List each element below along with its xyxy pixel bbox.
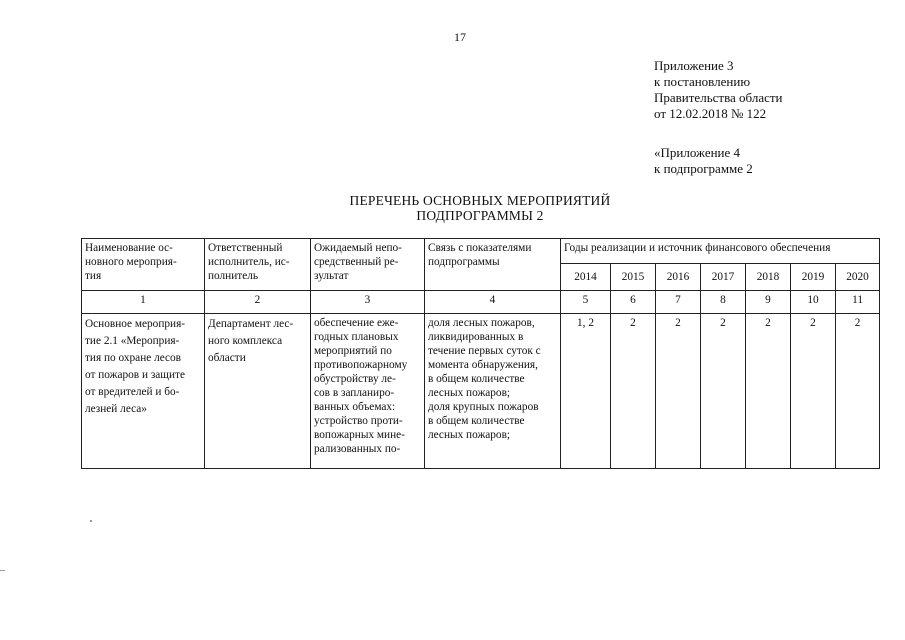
- column-number: 8: [701, 291, 746, 314]
- column-number: 3: [311, 291, 425, 314]
- year-2015: 2015: [611, 264, 656, 291]
- year-2017: 2017: [701, 264, 746, 291]
- row-name: Основное мероприя- тие 2.1 «Мероприя- тия по охране лесов от пожаров и защите от вредителей и бо- лезней леса»: [82, 314, 205, 469]
- appendix-line: к постановлению: [654, 74, 751, 89]
- header-indicators: Связь с показателями подпрограммы: [425, 239, 561, 291]
- header-years-group: Годы реализации и источник финансового обеспечения: [561, 239, 880, 264]
- row-executor: Департамент лес- ного комплекса области: [205, 314, 311, 469]
- appendix-line: Приложение 3: [654, 58, 734, 73]
- year-2018: 2018: [746, 264, 791, 291]
- year-2020: 2020: [836, 264, 880, 291]
- header-executor: Ответственный исполнитель, ис- полнитель: [205, 239, 311, 291]
- column-number: 5: [561, 291, 611, 314]
- appendix-line: от 12.02.2018 № 122: [654, 106, 767, 121]
- appendix-sub-line: к подпрограмме 2: [654, 161, 753, 176]
- title-line: ПЕРЕЧЕНЬ ОСНОВНЫХ МЕРОПРИЯТИЙ: [349, 193, 611, 208]
- title-line: ПОДПРОГРАММЫ 2: [416, 208, 544, 223]
- column-number: 1: [82, 291, 205, 314]
- header-name: Наименование ос- новного мероприя- тия: [82, 239, 205, 291]
- row-indicators: доля лесных пожаров, ликвидированных в течение первых суток с момента обнаружения, в общем количестве лесных пожаров; доля крупных пожаров в общем количестве лесных пожаров;: [425, 314, 561, 469]
- column-number: 4: [425, 291, 561, 314]
- appendix-sub: [654, 145, 753, 177]
- row-year-value: 2: [836, 314, 880, 469]
- row-year-value: 2: [611, 314, 656, 469]
- column-number: 9: [746, 291, 791, 314]
- row-year-value: 2: [656, 314, 701, 469]
- year-2019: 2019: [791, 264, 836, 291]
- row-year-value: 1, 2: [561, 314, 611, 469]
- year-2016: 2016: [656, 264, 701, 291]
- scan-speck: [90, 520, 92, 522]
- header-result: Ожидаемый непо- средственный ре- зультат: [311, 239, 425, 291]
- row-year-value: 2: [746, 314, 791, 469]
- column-number: 7: [656, 291, 701, 314]
- column-number: 6: [611, 291, 656, 314]
- document-title: [250, 193, 710, 223]
- column-number: 2: [205, 291, 311, 314]
- activities-table: [81, 238, 880, 469]
- column-number: 10: [791, 291, 836, 314]
- appendix-header: [654, 58, 783, 122]
- appendix-line: Правительства области: [654, 90, 783, 105]
- table-row: [82, 314, 880, 469]
- page-number: 17: [454, 30, 466, 44]
- scan-mark: [0, 570, 5, 571]
- row-year-value: 2: [701, 314, 746, 469]
- year-2014: 2014: [561, 264, 611, 291]
- appendix-sub-line: «Приложение 4: [654, 145, 741, 160]
- row-year-value: 2: [791, 314, 836, 469]
- row-result: обеспечение еже- годных плановых мероприятий по противопожарному обустройству ле- сов в запланиро- ванных объемах: устройство проти- вопожарных мине- рализованных по-: [311, 314, 425, 469]
- column-number-row: [82, 291, 880, 314]
- column-number: 11: [836, 291, 880, 314]
